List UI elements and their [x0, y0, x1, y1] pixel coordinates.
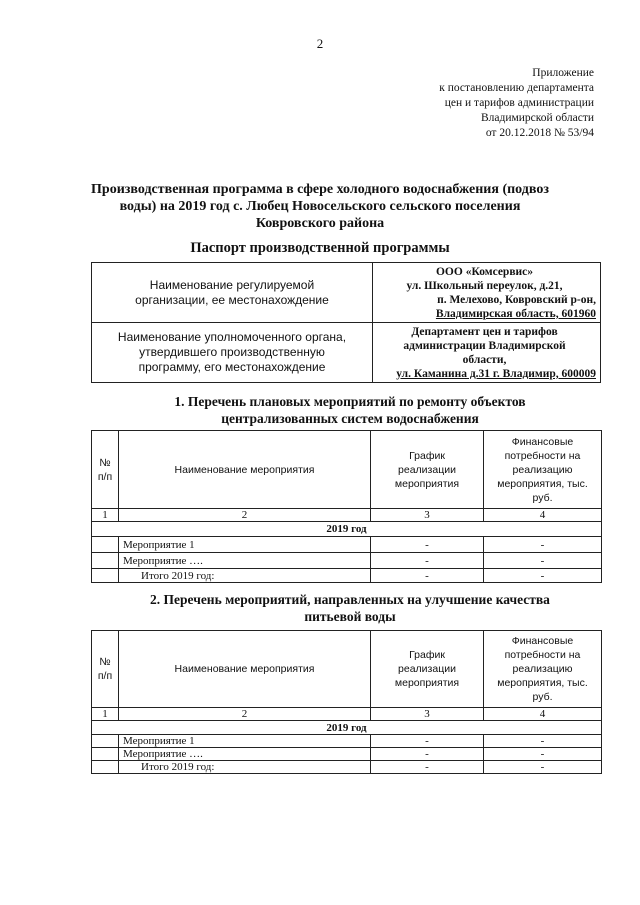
- value-line: ул. Каманина д.31 г. Владимир, 600009: [396, 367, 596, 380]
- passport-value: [373, 323, 601, 383]
- column-number: 3: [371, 708, 484, 721]
- row-number: [92, 537, 119, 553]
- appendix-block: [334, 66, 594, 141]
- section-title: [90, 591, 610, 625]
- page-number: 2: [316, 36, 324, 51]
- row-number: [92, 569, 119, 583]
- section-title: [90, 393, 610, 427]
- year-row: [92, 522, 602, 537]
- passport-title: Паспорт производственной программы: [190, 240, 450, 256]
- header-schedule: График реализации мероприятия: [371, 631, 484, 708]
- label-line: организации, ее местонахождение: [135, 292, 329, 307]
- event-finance: -: [484, 748, 602, 761]
- column-number: 4: [484, 509, 602, 522]
- column-number: 2: [119, 509, 371, 522]
- title-line: Ковровского района: [255, 216, 385, 231]
- year-row: [92, 721, 602, 735]
- row-number: [92, 748, 119, 761]
- column-number: 2: [119, 708, 371, 721]
- passport-row: [92, 263, 601, 323]
- event-schedule: -: [371, 735, 484, 748]
- label-line: программу, его местонахождение: [138, 360, 326, 374]
- section-title-line: питьевой воды: [304, 609, 396, 624]
- total-finance: -: [484, 569, 602, 583]
- header-event-name: Наименование мероприятия: [119, 431, 371, 509]
- value-line: Департамент цен и тарифов: [411, 325, 558, 338]
- column-number: 1: [92, 708, 119, 721]
- total-schedule: -: [371, 761, 484, 774]
- header-finance: Финансовые потребности на реализацию мероприятия, тыс. руб.: [484, 431, 602, 509]
- document-title: [80, 181, 560, 232]
- event-schedule: -: [371, 748, 484, 761]
- title-line: Производственная программа в сфере холодного водоснабжения (подвоз: [91, 182, 549, 197]
- event-name: Мероприятие 1: [119, 537, 371, 553]
- passport-value: [373, 263, 601, 323]
- header-number: № п/п: [92, 631, 119, 708]
- label-line: Наименование регулируемой: [149, 277, 315, 292]
- value-line: администрации Владимирской: [403, 339, 566, 352]
- column-numbers-row: [92, 509, 602, 522]
- year-label: 2019 год: [92, 522, 602, 537]
- table-row: [92, 553, 602, 569]
- table-row: [92, 748, 602, 761]
- column-numbers-row: [92, 708, 602, 721]
- event-schedule: -: [371, 553, 484, 569]
- event-name: Мероприятие 1: [119, 735, 371, 748]
- header-schedule: График реализации мероприятия: [371, 431, 484, 509]
- value-line: п. Мелехово, Ковровский р-он,: [437, 293, 596, 306]
- header-number: № п/п: [92, 431, 119, 509]
- value-line: ул. Школьный переулок, д.21,: [406, 279, 563, 292]
- table-row: [92, 537, 602, 553]
- event-schedule: -: [371, 537, 484, 553]
- header-finance: Финансовые потребности на реализацию мероприятия, тыс. руб.: [484, 631, 602, 708]
- column-number: 4: [484, 708, 602, 721]
- title-line: воды) на 2019 год с. Любец Новосельского сельского поселения: [119, 199, 521, 214]
- label-line: утвердившего производственную: [139, 345, 325, 359]
- total-finance: -: [484, 761, 602, 774]
- year-label: 2019 год: [92, 721, 602, 735]
- appendix-line: Владимирской области: [480, 112, 594, 124]
- event-name: Мероприятие ….: [119, 553, 371, 569]
- event-finance: -: [484, 553, 602, 569]
- appendix-line: Приложение: [532, 67, 594, 79]
- passport-label: [92, 323, 373, 383]
- section-title-line: централизованных систем водоснабжения: [221, 411, 479, 426]
- column-number: 3: [371, 509, 484, 522]
- total-row: [92, 569, 602, 583]
- table-header-row: [92, 631, 602, 708]
- total-label: Итого 2019 год:: [119, 569, 371, 583]
- value-line: области,: [462, 353, 507, 366]
- value-line: Владимирская область, 601960: [435, 307, 596, 320]
- passport-table: [91, 262, 601, 383]
- total-label: Итого 2019 год:: [119, 761, 371, 774]
- appendix-line: цен и тарифов администрации: [444, 97, 594, 109]
- event-finance: -: [484, 735, 602, 748]
- section-title-line: 1. Перечень плановых мероприятий по ремонту объектов: [174, 394, 526, 409]
- total-row: [92, 761, 602, 774]
- label-line: Наименование уполномоченного органа,: [117, 330, 347, 344]
- event-finance: -: [484, 537, 602, 553]
- section-title-line: 2. Перечень мероприятий, направленных на улучшение качества: [150, 592, 550, 607]
- events-table: [91, 430, 602, 583]
- total-schedule: -: [371, 569, 484, 583]
- appendix-line: к постановлению департамента: [439, 82, 594, 94]
- event-name: Мероприятие ….: [119, 748, 371, 761]
- row-number: [92, 553, 119, 569]
- table-header-row: [92, 431, 602, 509]
- row-number: [92, 761, 119, 774]
- header-event-name: Наименование мероприятия: [119, 631, 371, 708]
- passport-label: [92, 263, 373, 323]
- row-number: [92, 735, 119, 748]
- column-number: 1: [92, 509, 119, 522]
- value-line: ООО «Комсервис»: [435, 265, 534, 278]
- appendix-line: от 20.12.2018 № 53/94: [485, 127, 594, 139]
- events-table: [91, 630, 602, 774]
- table-row: [92, 735, 602, 748]
- passport-row: [92, 323, 601, 383]
